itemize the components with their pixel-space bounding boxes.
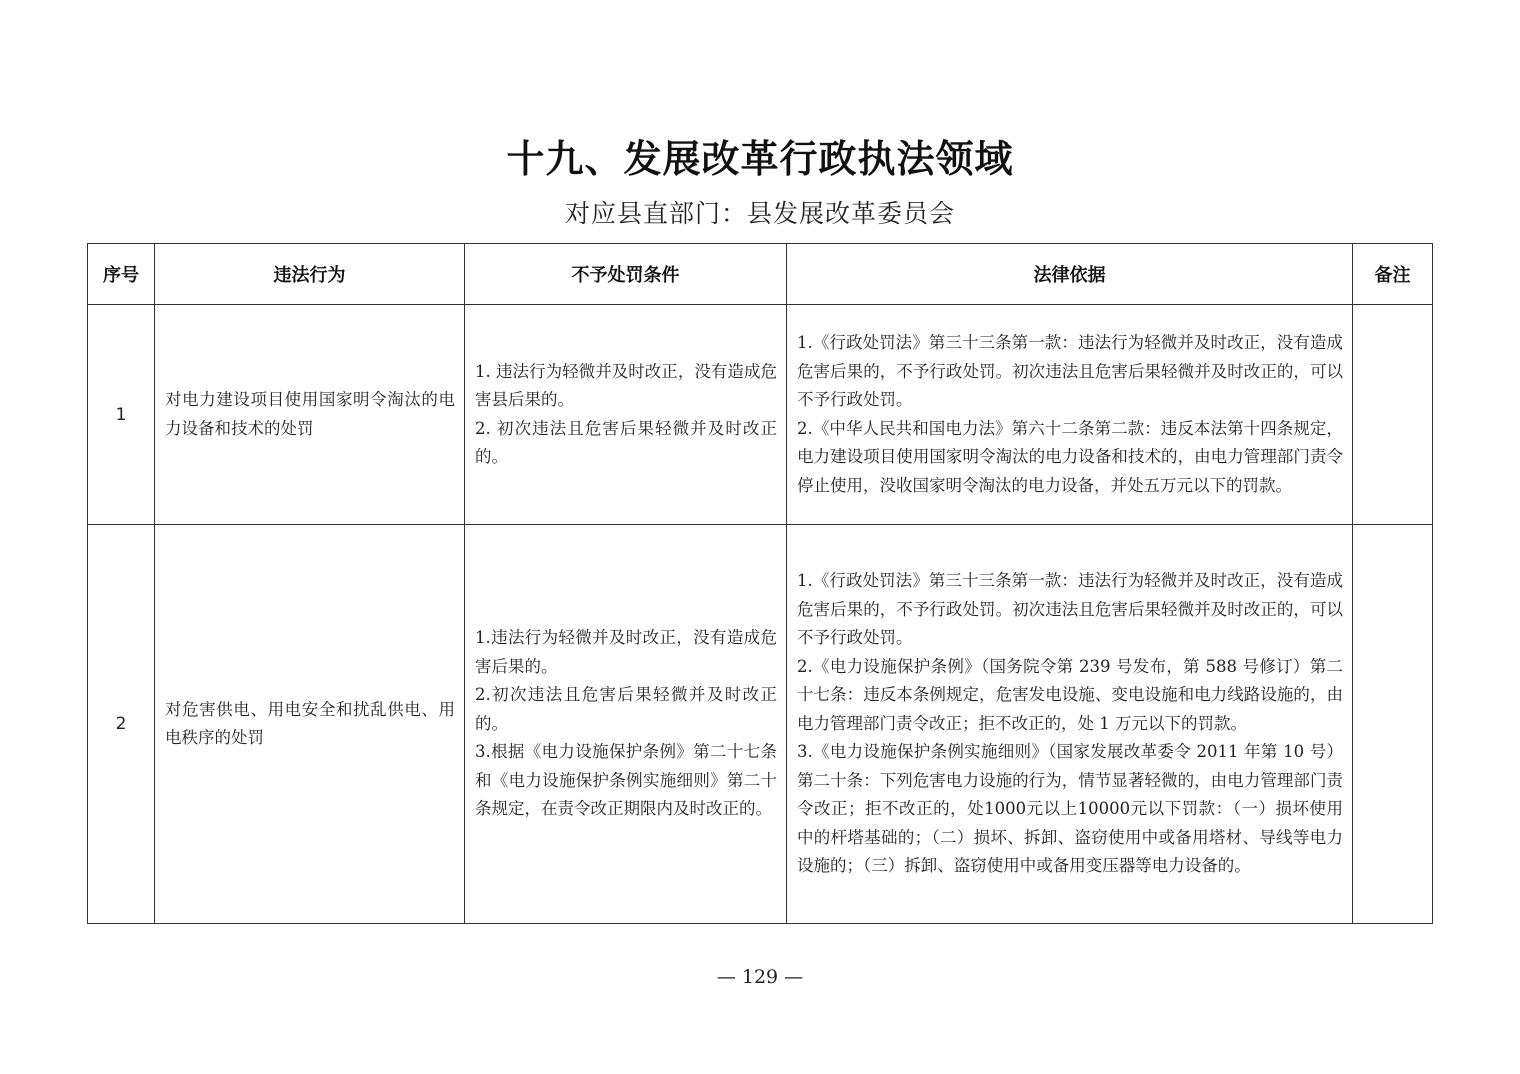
row-exemption-condition <box>465 305 787 525</box>
condition-item: 2.初次违法且危害后果轻微并及时改正的。 <box>475 685 777 733</box>
header-serial-number: 序号 <box>88 244 155 305</box>
row-remark <box>1353 525 1433 924</box>
condition-item: 1. 违法行为轻微并及时改正，没有造成危害县后果的。 <box>475 361 777 409</box>
table-row <box>88 305 1433 525</box>
condition-item: 2. 初次违法且危害后果轻微并及时改正的。 <box>475 418 777 466</box>
penalty-exemption-table <box>87 243 1433 924</box>
basis-item: 1.《行政处罚法》第三十三条第一款：违法行为轻微并及时改正，没有造成危害后果的，不予行政处罚。初次违法且危害后果轻微并及时改正的，可以不予行政处罚。 <box>797 571 1343 648</box>
header-remark: 备注 <box>1353 244 1433 305</box>
condition-item: 1.违法行为轻微并及时改正，没有造成危害后果的。 <box>475 628 777 676</box>
page-title: 十九、发展改革行政执法领域 <box>506 137 1014 181</box>
condition-item: 3.根据《电力设施保护条例》第二十七条和《电力设施保护条例实施细则》第二十条规定，在责令改正期限内及时改正的。 <box>475 742 777 819</box>
row-legal-basis <box>787 525 1353 924</box>
department-subtitle: 对应县直部门：县发展改革委员会 <box>564 199 955 228</box>
row-exemption-condition <box>465 525 787 924</box>
basis-item: 1.《行政处罚法》第三十三条第一款：违法行为轻微并及时改正，没有造成危害后果的，不予行政处罚。初次违法且危害后果轻微并及时改正的，可以不予行政处罚。 <box>797 333 1343 409</box>
header-legal-basis: 法律依据 <box>787 244 1353 305</box>
header-violation: 违法行为 <box>155 244 465 305</box>
row-serial-number: 2 <box>88 525 155 924</box>
row-violation: 对危害供电、用电安全和扰乱供电、用电秩序的处罚 <box>155 525 465 924</box>
table-row <box>88 525 1433 924</box>
page-number: — 129 — <box>716 966 804 988</box>
row-remark <box>1353 305 1433 525</box>
row-violation: 对电力建设项目使用国家明令淘汰的电力设备和技术的处罚 <box>155 305 465 525</box>
basis-item: 3.《电力设施保护条例实施细则》（国家发展改革委令 2011 年第 10 号）第二十条：下列危害电力设施的行为，情节显著轻微的，由电力管理部门责令改正；拒不改正的，处1000元以上10000元以下罚款：（一）损坏使用中的杆塔基础的；（二）损坏、拆卸、盗窃使用中或备用塔材、导线等电力设施的；（三）拆卸、盗窃使用中或备用变压器等电力设备的。 <box>797 742 1343 876</box>
basis-item: 2.《电力设施保护条例》（国务院令第 239 号发布，第 588 号修订）第二十七条：违反本条例规定，危害发电设施、变电设施和电力线路设施的，由电力管理部门责令改正；拒不改正的，处 1 万元以下的罚款。 <box>797 656 1343 733</box>
header-exemption-condition: 不予处罚条件 <box>465 244 787 305</box>
basis-item: 2.《中华人民共和国电力法》第六十二条第二款：违反本法第十四条规定，电力建设项目使用国家明令淘汰的电力设备和技术的，由电力管理部门责令停止使用，没收国家明令淘汰的电力设备，并处五万元以下的罚款。 <box>797 418 1343 495</box>
table-header-row <box>88 244 1433 305</box>
row-serial-number: 1 <box>88 305 155 525</box>
row-legal-basis <box>787 305 1353 525</box>
